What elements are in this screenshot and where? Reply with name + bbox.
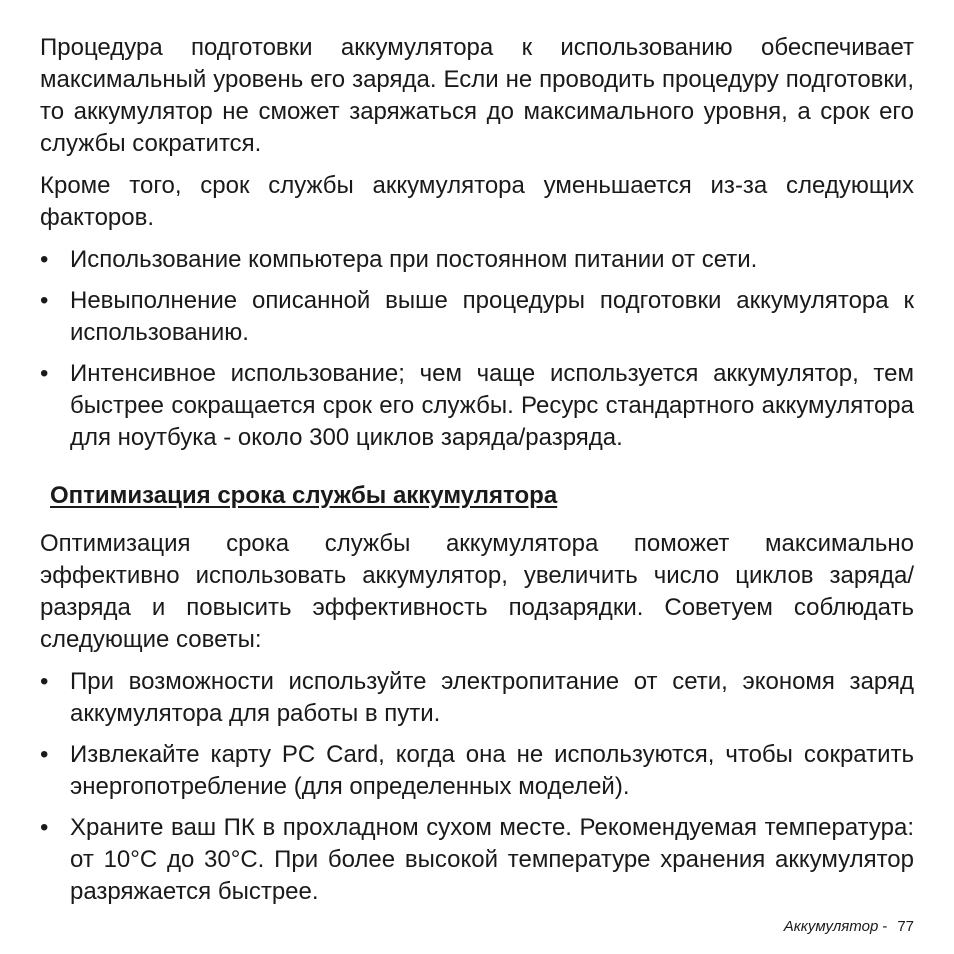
list-item: [40, 739, 914, 803]
list-item-text: Невыполнение описанной выше процедуры подготовки аккумулятора к использованию.: [70, 287, 914, 346]
list-item-text: Храните ваш ПК в прохладном сухом месте. Рекомендуемая температура: от 10°C до 30°C. При более высокой температуре хранения аккумулятор разряжается быстрее.: [70, 814, 914, 905]
bullet-icon: •: [40, 668, 49, 695]
bullet-icon: •: [40, 287, 49, 314]
list-item: [40, 812, 914, 908]
list-item: [40, 285, 914, 349]
section-paragraph: Оптимизация срока службы аккумулятора поможет максимально эффективно использовать аккумулятор, увеличить число циклов заряда/разряда и повысить эффективность подзарядки. Советуем соблюдать следующие советы:: [40, 530, 914, 653]
bullet-icon: •: [40, 246, 49, 273]
list-item-text: Использование компьютера при постоянном питании от сети.: [70, 246, 758, 273]
bullet-icon: •: [40, 814, 49, 841]
factors-list: [40, 244, 914, 454]
bullet-icon: •: [40, 741, 49, 768]
tips-list: [40, 666, 914, 908]
bullet-icon: •: [40, 360, 49, 387]
footer-separator: -: [882, 918, 888, 935]
list-item: [40, 244, 914, 276]
list-item: [40, 666, 914, 730]
page-footer: [784, 917, 914, 937]
list-item-text: При возможности используйте электропитание от сети, экономя заряд аккумулятора для работы в пути.: [70, 668, 914, 727]
list-item-text: Извлекайте карту PC Card, когда она не используются, чтобы сократить энергопотребление (для определенных моделей).: [70, 741, 914, 800]
list-item-text: Интенсивное использование; чем чаще используется аккумулятор, тем быстрее сокращается срок его службы. Ресурс стандартного аккумулятора для ноутбука - около 300 циклов заряда/разряда.: [70, 360, 914, 451]
footer-chapter: Аккумулятор: [783, 918, 879, 935]
factors-intro-paragraph: Кроме того, срок службы аккумулятора уменьшается из-за следующих факторов.: [40, 172, 914, 231]
list-item: [40, 358, 914, 454]
document-page: [40, 32, 914, 908]
intro-paragraph: Процедура подготовки аккумулятора к использованию обеспечивает максимальный уровень его заряда. Если не проводить процедуру подготовки, то аккумулятор не сможет заряжаться до максимального уровня, а срок его службы сократится.: [40, 34, 914, 157]
section-heading: Оптимизация срока службы аккумулятора: [50, 482, 558, 509]
page-number: 77: [897, 918, 914, 935]
